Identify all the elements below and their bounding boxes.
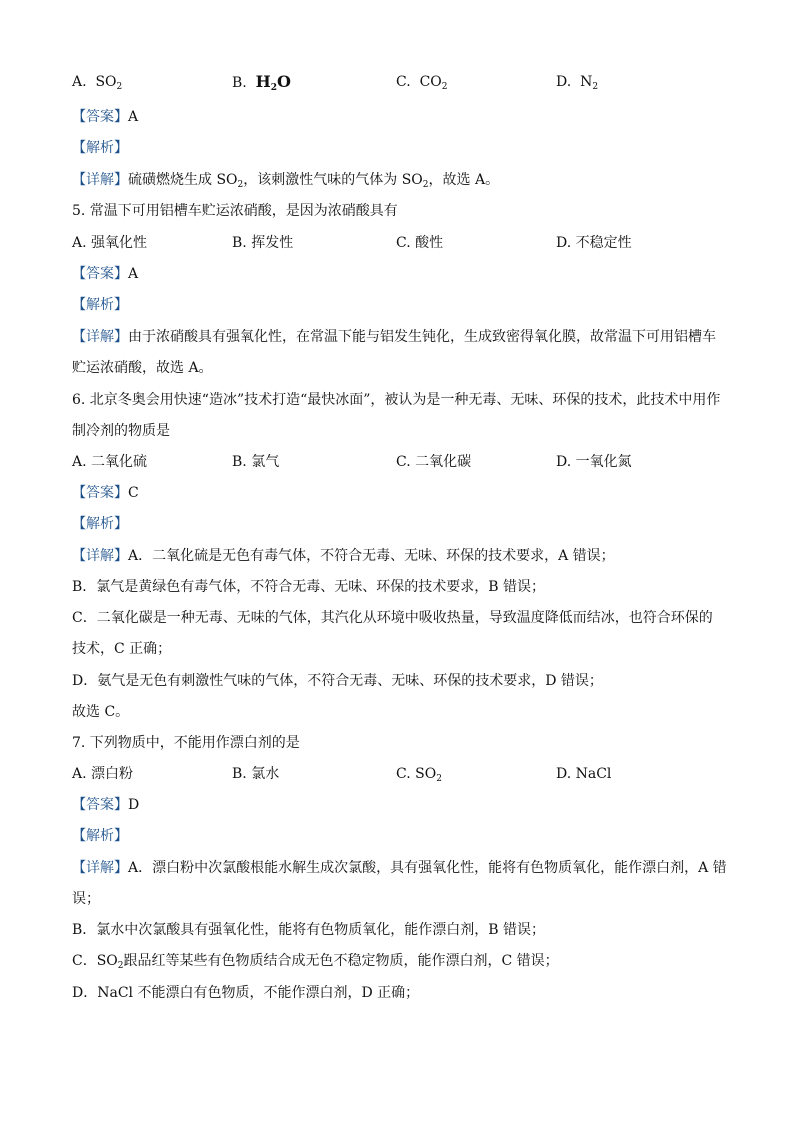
q6-option-d: D. 一氧化氮: [556, 454, 632, 470]
q7-option-c: [396, 764, 442, 784]
detail-text: A．二氧化硫是无色有毒气体，不符合无毒、无味、环保的技术要求，A 错误；: [128, 548, 615, 564]
detail-text: ，故选 A。: [428, 172, 500, 188]
detail-text: 硫磺燃烧生成 SO: [128, 172, 238, 188]
q4-answer: [72, 107, 138, 127]
option-formula: N: [580, 74, 593, 90]
q6-stem-2: 制冷剂的物质是: [72, 423, 170, 439]
q5-option-c: C. 酸性: [396, 235, 444, 251]
q7-detail-a2: 误；: [72, 891, 100, 907]
option-letter: B.: [232, 75, 247, 91]
answer-value: A: [128, 109, 139, 125]
answer-value: D: [128, 797, 140, 813]
q6-detail-c1: C．二氧化碳是一种无毒、无味的气体，其汽化从环境中吸收热量，导致温度降低而结冰，也符合环保的: [72, 610, 713, 626]
q6-option-a: A. 二氧化硫: [72, 454, 148, 470]
subscript: 2: [592, 82, 599, 92]
q6-option-b: B. 氯气: [232, 454, 280, 470]
q5-analysis-tag: 【解析】: [72, 297, 128, 313]
detail-text: ，该刺激性气味的气体为 SO: [243, 172, 423, 188]
q4-option-d: [556, 72, 598, 92]
q7-detail-a1: [72, 858, 727, 878]
subscript: 2: [237, 180, 244, 190]
q5-option-b: B. 挥发性: [232, 235, 294, 251]
option-letter: C.: [396, 74, 411, 90]
q5-stem: 5. 常温下可用铝槽车贮运浓硝酸，是因为浓硝酸具有: [72, 203, 398, 219]
detail-text: A．漂白粉中次氯酸根能水解生成次氯酸，具有强氧化性，能将有色物质氧化，能作漂白剂，A 错: [128, 860, 727, 876]
detail-tag: 【详解】: [72, 860, 128, 876]
q6-detail-d: D．氨气是无色有刺激性气味的气体，不符合无毒、无味、环保的技术要求，D 错误；: [72, 673, 603, 689]
subscript: 2: [117, 961, 124, 971]
answer-tag: 【答案】: [72, 109, 128, 125]
option-formula: C. SO: [396, 766, 437, 782]
q6-analysis-tag: 【解析】: [72, 516, 128, 532]
subscript: 2: [116, 82, 123, 92]
option-formula-tail: O: [277, 72, 291, 91]
subscript: 2: [270, 83, 278, 93]
q5-detail-2: 贮运浓硝酸，故选 A。: [72, 360, 213, 376]
q7-answer: [72, 795, 139, 815]
q4-option-c: [396, 72, 448, 92]
q7-option-b: B. 氯水: [232, 766, 280, 782]
q6-detail-b: B．氯气是黄绿色有毒气体，不符合无毒、无味、环保的技术要求，B 错误；: [72, 579, 546, 595]
detail-text: 由于浓硝酸具有强氧化性，在常温下能与铝发生钝化，生成致密得氧化膜，故常温下可用铝槽车: [128, 329, 716, 345]
detail-tag: 【详解】: [72, 172, 128, 188]
q6-option-c: C. 二氧化碳: [396, 454, 472, 470]
detail-tag: 【详解】: [72, 548, 128, 564]
option-letter: D.: [556, 74, 572, 90]
q7-option-a: A. 漂白粉: [72, 766, 134, 782]
option-letter: A.: [72, 74, 87, 90]
q6-answer: [72, 483, 139, 503]
option-formula: SO: [95, 74, 117, 90]
q7-stem: 7. 下列物质中，不能用作漂白剂的是: [72, 735, 300, 751]
subscript: 2: [422, 180, 429, 190]
detail-tag: 【详解】: [72, 329, 128, 345]
subscript: 2: [441, 82, 448, 92]
answer-value: C: [128, 485, 139, 501]
detail-text: 跟品红等某些有色物质结合成无色不稳定物质，能作漂白剂，C 错误；: [123, 953, 559, 969]
answer-tag: 【答案】: [72, 797, 128, 813]
q4-analysis-tag: 【解析】: [72, 140, 128, 156]
q6-conclusion: 故选 C。: [72, 704, 130, 720]
q7-option-d: D. NaCl: [556, 766, 612, 782]
q4-option-a: [72, 72, 122, 92]
subscript: 2: [436, 774, 442, 784]
option-formula: H: [255, 72, 271, 91]
q7-detail-d: D．NaCl 不能漂白有色物质，不能作漂白剂，D 正确；: [72, 985, 420, 1001]
q6-stem-1: 6. 北京冬奥会用快速“造冰”技术打造“最快冰面”，被认为是一种无毒、无味、环保的技术，此技术中用作: [72, 392, 721, 408]
answer-value: A: [128, 266, 139, 282]
q5-detail-1: [72, 327, 716, 347]
detail-text: C．SO: [72, 953, 118, 969]
q5-option-a: A. 强氧化性: [72, 235, 148, 251]
q4-option-b: [232, 72, 291, 93]
q6-detail-a: [72, 546, 615, 566]
option-formula: CO: [419, 74, 442, 90]
q5-answer: [72, 264, 138, 284]
q7-detail-b: B．氯水中次氯酸具有强氧化性，能将有色物质氧化，能作漂白剂，B 错误；: [72, 922, 546, 938]
q7-detail-c: [72, 951, 559, 971]
q6-detail-c2: 技术，C 正确；: [72, 641, 172, 657]
answer-tag: 【答案】: [72, 485, 128, 501]
answer-tag: 【答案】: [72, 266, 128, 282]
q5-option-d: D. 不稳定性: [556, 235, 632, 251]
q7-analysis-tag: 【解析】: [72, 828, 128, 844]
q4-detail: [72, 170, 499, 190]
